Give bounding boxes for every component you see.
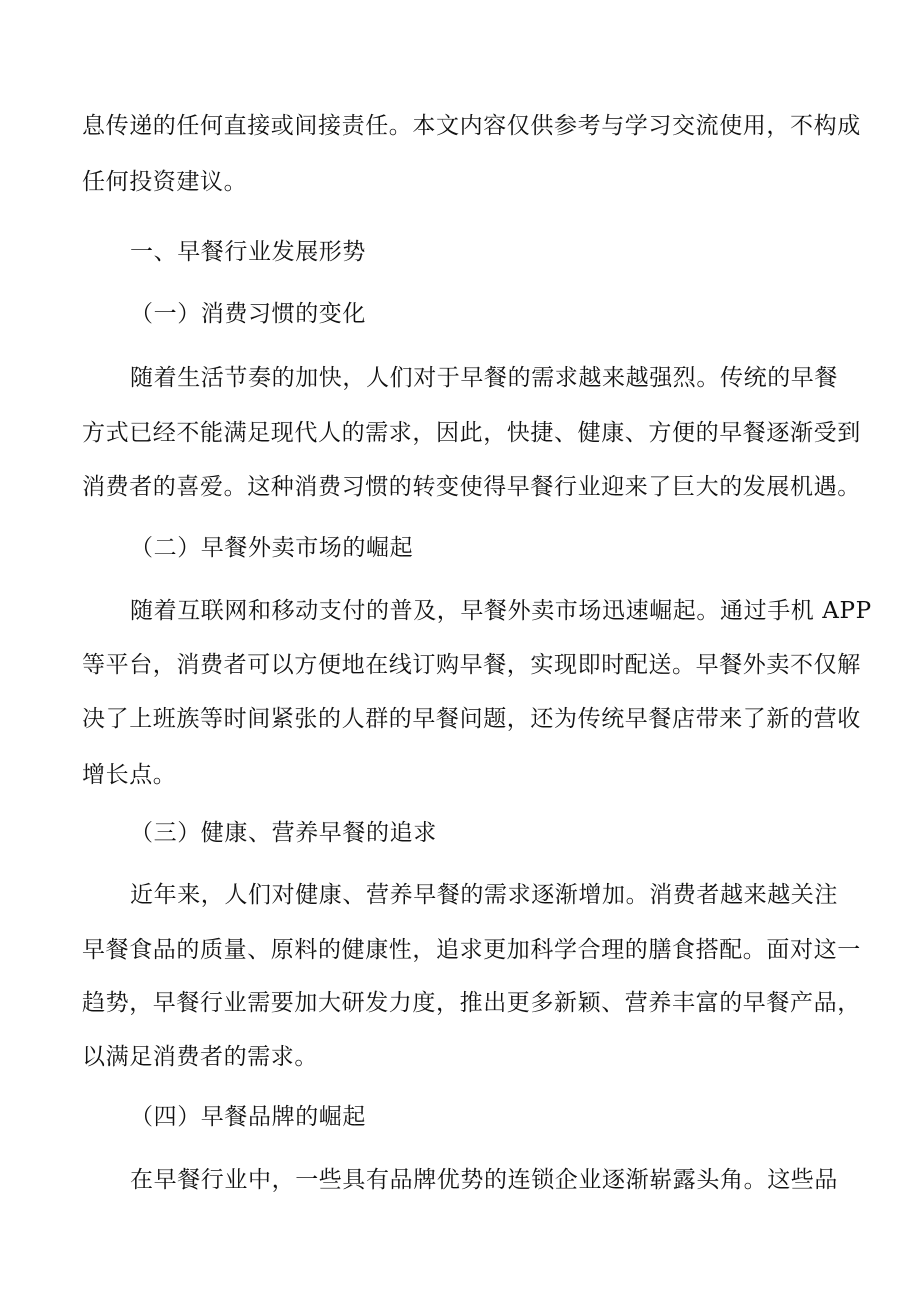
paragraph-3-line-3: 趋势，早餐行业需要加大研发力度，推出更多新颖、营养丰富的早餐产品， xyxy=(82,990,861,1016)
subsection-heading-1: （一）消费习惯的变化 xyxy=(130,301,366,327)
subsection-heading-3: （三）健康、营养早餐的追求 xyxy=(130,820,437,846)
paragraph-1-line-1: 随着生活节奏的加快，人们对于早餐的需求越来越强烈。传统的早餐 xyxy=(130,365,838,391)
paragraph-3-line-2: 早餐食品的质量、原料的健康性，追求更加科学合理的膳食搭配。面对这一 xyxy=(82,937,861,963)
paragraph-2-line-3: 决了上班族等时间紧张的人群的早餐问题，还为传统早餐店带来了新的营收 xyxy=(82,706,861,732)
paragraph-2-line-1: 随着互联网和移动支付的普及，早餐外卖市场迅速崛起。通过手机 APP xyxy=(130,598,872,624)
subsection-heading-2: （二）早餐外卖市场的崛起 xyxy=(130,535,414,561)
section-heading: 一、早餐行业发展形势 xyxy=(130,239,366,265)
paragraph-3-line-4: 以满足消费者的需求。 xyxy=(82,1044,318,1070)
subsection-heading-4: （四）早餐品牌的崛起 xyxy=(130,1104,366,1130)
intro-line-2: 任何投资建议。 xyxy=(82,169,248,195)
intro-line-1: 息传递的任何直接或间接责任。本文内容仅供参考与学习交流使用，不构成 xyxy=(82,113,861,139)
paragraph-4-line-1: 在早餐行业中，一些具有品牌优势的连锁企业逐渐崭露头角。这些品 xyxy=(130,1167,838,1193)
paragraph-2-line-4: 增长点。 xyxy=(82,762,177,788)
paragraph-1-line-3: 消费者的喜爱。这种消费习惯的转变使得早餐行业迎来了巨大的发展机遇。 xyxy=(82,474,861,500)
paragraph-2-line-2: 等平台，消费者可以方便地在线订购早餐，实现即时配送。早餐外卖不仅解 xyxy=(82,652,861,678)
paragraph-1-line-2: 方式已经不能满足现代人的需求，因此，快捷、健康、方便的早餐逐渐受到 xyxy=(82,420,861,446)
paragraph-3-line-1: 近年来，人们对健康、营养早餐的需求逐渐增加。消费者越来越关注 xyxy=(130,882,838,908)
